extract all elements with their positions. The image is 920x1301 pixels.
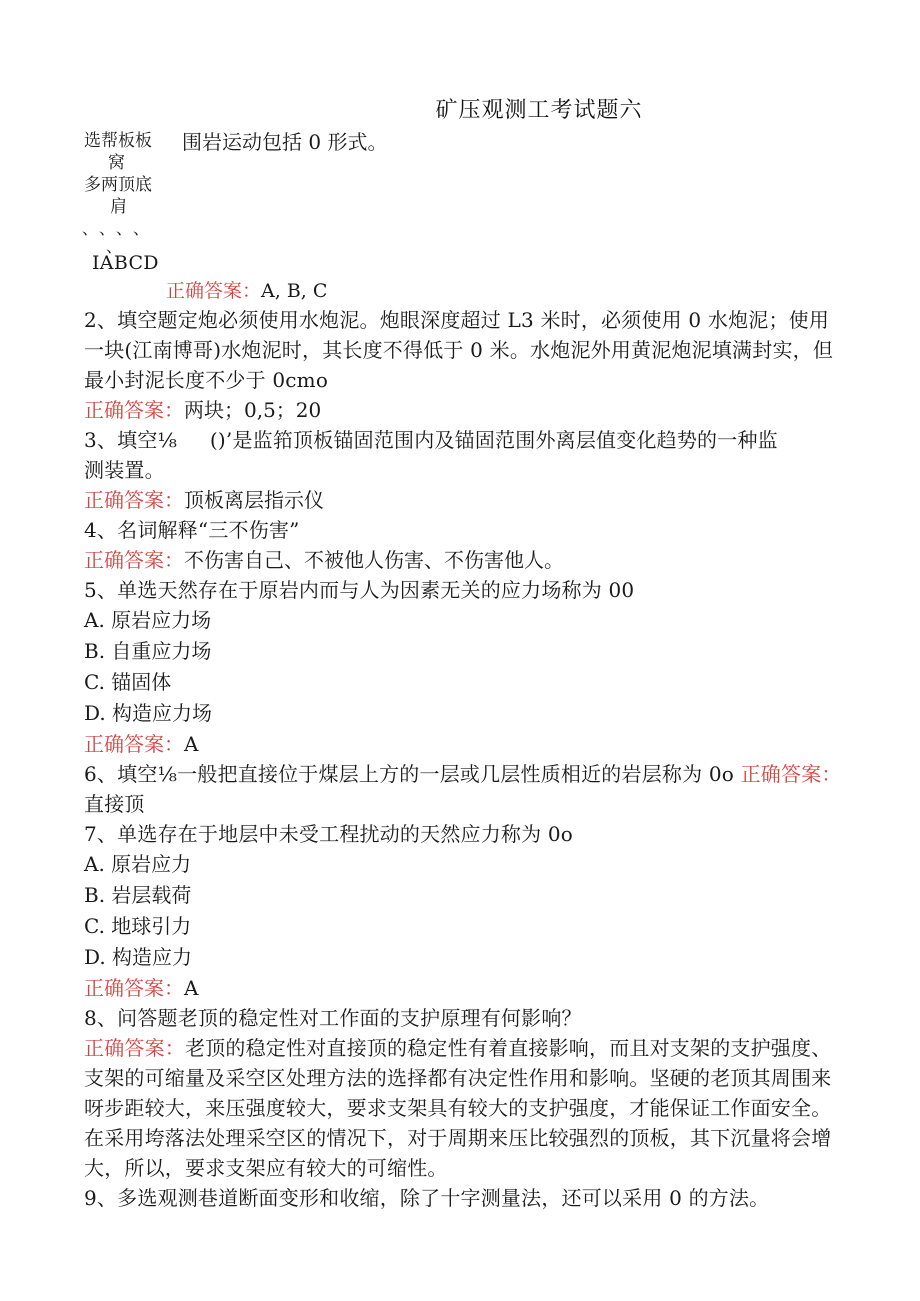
answer-label: 正确答案：: [166, 280, 262, 302]
question-5-text: 5、单选天然存在于原岩内而与人为因素无关的应力场称为 00: [84, 578, 635, 602]
answer-value: 直接顶: [84, 792, 145, 816]
question-2-answer: [84, 395, 844, 425]
ocr-fragment-2: 窝: [108, 153, 125, 173]
question-3-text: 3、填空⅛ ()’是监筘顶板锚固范围内及锚固范围外离层值变化趋势的一种监: [84, 428, 778, 452]
answer-label: 正确答案：: [84, 1036, 185, 1060]
question-4-answer: [84, 545, 844, 575]
answer-label: 正确答案：: [84, 976, 184, 1000]
question-7-option-a[interactable]: A. 原岩应力: [84, 852, 192, 876]
answer-label: 正确答案：: [84, 488, 184, 512]
question-5-answer: [84, 729, 844, 759]
question-5-option-d[interactable]: D. 构造应力场: [84, 701, 213, 725]
question-7-option-d[interactable]: D. 构造应力: [84, 945, 193, 969]
answer-label: 正确答案：: [84, 398, 184, 422]
question-8-answer: [84, 1033, 844, 1183]
question-8-text: 8、问答题老顶的稳定性对工作面的支护原理有何影响？: [84, 1006, 582, 1030]
answer-value: 顶板离层指示仪: [184, 488, 324, 512]
document-body: [84, 96, 844, 1213]
answer-label: 正确答案：: [740, 762, 842, 786]
question-6-text: [84, 759, 844, 819]
answer-value: A, B, C: [261, 280, 328, 302]
question-5-option-c[interactable]: C. 锚固体: [84, 670, 172, 694]
question-2-text: 2、填空题定炮必须使用水炮泥。炮眼深度超过 L3 米时，必须使用 0 水炮泥；使用一块(江南博哥)水炮泥时，其长度不得低于 0 米。水炮泥外用黄泥炮泥填满封实，但最小封泥长度不少于 0cmo: [84, 308, 834, 392]
question-4-text: 4、名词解释“三不伤害”: [84, 518, 300, 542]
question-7-option-b[interactable]: B. 岩层载荷: [84, 883, 192, 907]
question-3-answer: [84, 485, 844, 515]
ocr-fragment-7: IABCD: [92, 252, 159, 274]
question-1-stem: 围岩运动包括 0 形式。: [182, 130, 388, 154]
question-1-answer: [84, 278, 844, 305]
ocr-fragment-4: 肩: [110, 197, 127, 217]
answer-value: A: [184, 732, 199, 756]
question-7-option-c[interactable]: C. 地球引力: [84, 914, 192, 938]
ocr-fragment-5: 、、、、: [82, 219, 159, 238]
question-3-text-cont: 测装置。: [84, 458, 165, 482]
ocr-fragment-1: 选帮板板: [84, 131, 152, 151]
answer-value: 两块；0,5；20: [184, 398, 322, 422]
answer-label: 正确答案：: [84, 548, 184, 572]
question-6-stem: 6、填空⅛一般把直接位于煤层上方的一层或几层性质相近的岩层称为 0o: [84, 762, 741, 786]
answer-value: 老顶的稳定性对直接顶的稳定性有着直接影响，而且对支架的支护强度、支架的可缩量及采空区处理方法的选择都有决定性作用和影响。坚硬的老顶其周围来呀步距较大，来压强度较大，要求支架具有较大的支护强度，才能保证工作面安全。在采用垮落法处理采空区的情况下，对于周期来压比较强烈的顶板，其下沉量将会增大，所以，要求支架应有较大的可缩性。: [84, 1036, 832, 1180]
page-title: 矿压观测工考试题六: [435, 98, 643, 123]
question-9-text: 9、多选观测巷道断面变形和收缩，除了十字测量法，还可以采用 0 的方法。: [84, 1186, 770, 1210]
question-5-option-b[interactable]: B. 自重应力场: [84, 639, 212, 663]
question-7-answer: [84, 973, 844, 1003]
answer-label: 正确答案：: [84, 732, 184, 756]
question-5-option-a[interactable]: A. 原岩应力场: [84, 608, 212, 632]
answer-value: 不伤害自己、不被他人伤害、不伤害他人。: [184, 548, 564, 572]
question-1-block: [84, 128, 844, 278]
ocr-fragment-3: 多两顶底: [84, 175, 152, 195]
answer-value: A: [184, 976, 199, 1000]
ocr-fragment-6: 、: [106, 237, 123, 256]
question-7-text: 7、单选存在于地层中未受工程扰动的天然应力称为 0o: [84, 822, 574, 846]
